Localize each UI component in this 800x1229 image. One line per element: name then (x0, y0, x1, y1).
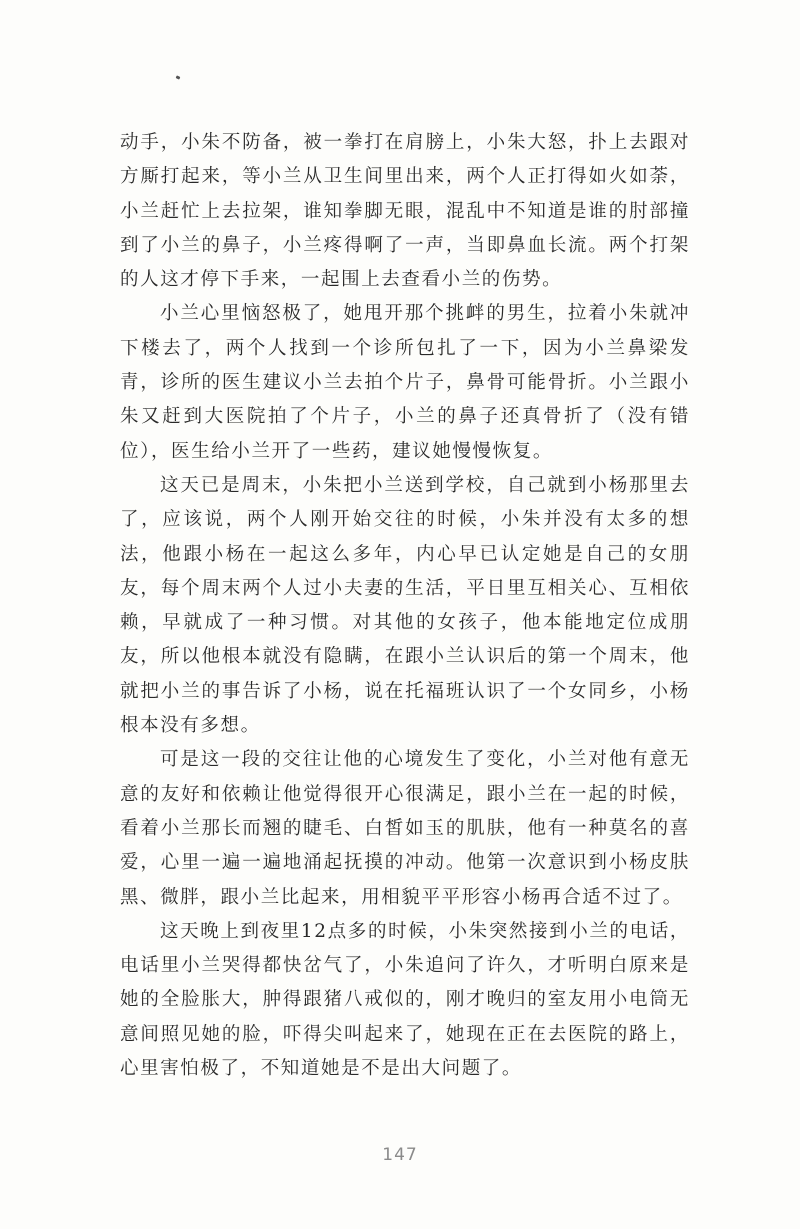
paragraph-4: 可是这一段的交往让他的心境发生了变化，小兰对他有意无意的友好和依赖让他觉得很开心很满足，跟小兰在一起的时候，看着小兰那长而翘的睫毛、白皙如玉的肌肤，他有一种莫名的喜爱，心里一遍一遍地涌起抚摸的冲动。他第一次意识到小杨皮肤黑、微胖，跟小兰比起来，用相貌平平形容小杨再合适不过了。 (120, 749, 690, 908)
body-text (120, 126, 690, 1086)
paragraph-1: 动手，小朱不防备，被一拳打在肩膀上，小朱大怒，扑上去跟对方厮打起来，等小兰从卫生间里出来，两个人正打得如火如荼，小兰赶忙上去拉架，谁知拳脚无眼，混乱中不知道是谁的肘部撞到了小兰的鼻子，小兰疼得啊了一声，当即鼻血长流。两个打架的人这才停下手来，一起围上去查看小兰的伤势。 (120, 132, 690, 291)
page-number: 147 (382, 1145, 418, 1165)
paragraph-2: 小兰心里恼怒极了，她甩开那个挑衅的男生，拉着小朱就冲下楼去了，两个人找到一个诊所包扎了一下，因为小兰鼻梁发青，诊所的医生建议小兰去拍个片子，鼻骨可能骨折。小兰跟小朱又赶到大医院拍了个片子，小兰的鼻子还真骨折了（没有错位），医生给小兰开了一些药，建议她慢慢恢复。 (120, 303, 690, 462)
scan-speck (176, 75, 181, 79)
paragraph-3: 这天已是周末，小朱把小兰送到学校，自己就到小杨那里去了，应该说，两个人刚开始交往的时候，小朱并没有太多的想法，他跟小杨在一起这么多年，内心早已认定她是自己的女朋友，每个周末两个人过小夫妻的生活，平日里互相关心、互相依赖，早就成了一种习惯。对其他的女孩子，他本能地定位成朋友，所以他根本就没有隐瞒，在跟小兰认识后的第一个周末，他就把小兰的事告诉了小杨，说在托福班认识了一个女同乡，小杨根本没有多想。 (120, 474, 690, 737)
paragraph-5: 这天晚上到夜里12点多的时候，小朱突然接到小兰的电话，电话里小兰哭得都快岔气了，小朱追问了许久，才听明白原来是她的全脸胀大，肿得跟猪八戒似的，刚才晚归的室友用小电筒无意间照见她的脸，吓得尖叫起来了，她现在正在去医院的路上，心里害怕极了，不知道她是不是出大问题了。 (120, 920, 690, 1080)
